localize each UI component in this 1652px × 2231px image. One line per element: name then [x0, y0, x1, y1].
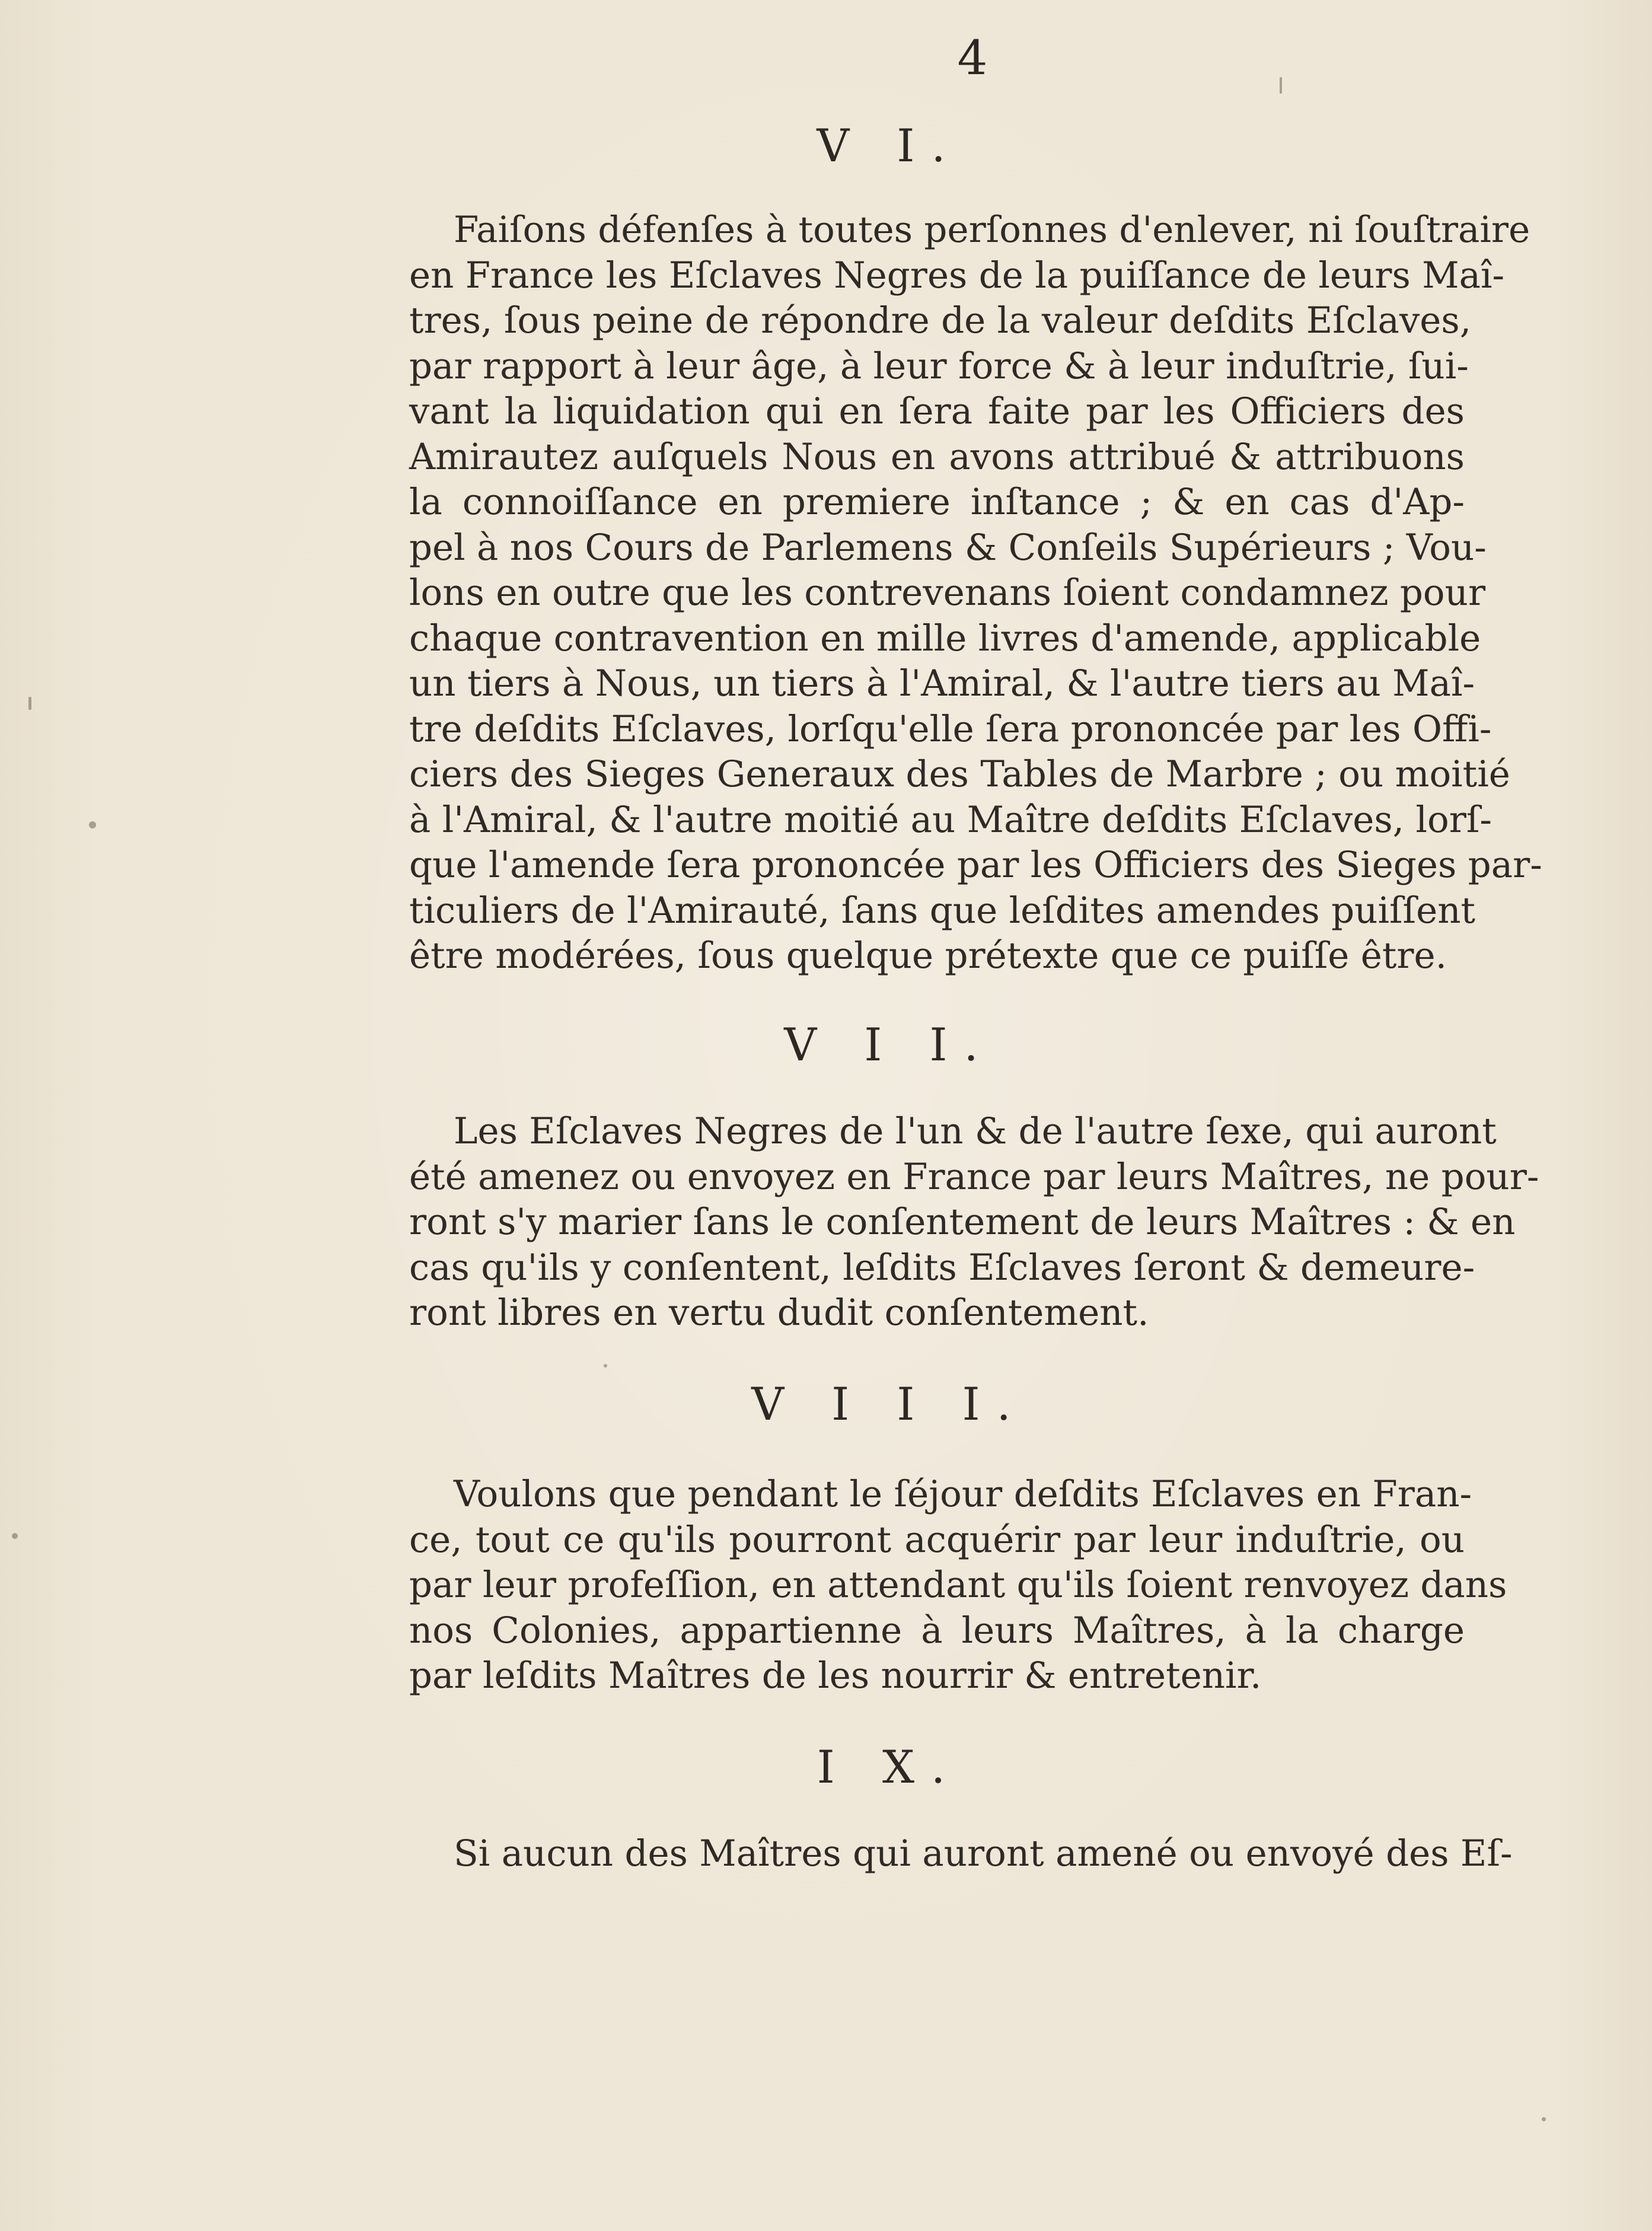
article-ix-paragraph — [409, 1831, 1513, 1877]
text-line: en France les Eſclaves Negres de la puiſſance de leurs Maî- — [409, 254, 1505, 297]
text-line: vant la liquidation qui en ſera faite par les Officiers des — [409, 390, 1465, 432]
article-heading-vi: V I. — [817, 119, 962, 172]
article-vi-paragraph — [409, 208, 1542, 979]
text-line: tre deſdits Eſclaves, lorſqu'elle ſera prononcée par les Offi- — [409, 707, 1492, 750]
page-number: 4 — [957, 30, 988, 85]
text-line: ticuliers de l'Amirauté, ſans que leſdites amendes puiſſent — [409, 889, 1476, 932]
text-line: Si aucun des Maîtres qui auront amené ou envoyé des Eſ- — [454, 1832, 1513, 1875]
paper-speck — [1280, 77, 1282, 94]
text-line: nos Colonies, appartienne à leurs Maîtres, à la charge — [409, 1609, 1465, 1652]
text-line: que l'amende ſera prononcée par les Officiers des Sieges par- — [409, 844, 1542, 886]
text-line: Voulons que pendant le ſéjour deſdits Eſclaves en Fran- — [454, 1473, 1472, 1515]
text-line: ciers des Sieges Generaux des Tables de Marbre ; ou moitié — [409, 753, 1510, 795]
text-line: Les Eſclaves Negres de l'un & de l'autre ſexe, qui auront — [454, 1110, 1497, 1152]
paper-speck — [604, 1364, 607, 1368]
text-line: Faiſons défenſes à toutes perſonnes d'enlever, ni ſouſtraire — [454, 209, 1530, 251]
text-line: la connoiſſance en premiere inſtance ; & en cas d'Ap- — [409, 481, 1465, 523]
paper-speck — [89, 821, 96, 828]
text-line: cas qu'ils y conſentent, leſdits Eſclaves ſeront & demeure- — [409, 1246, 1475, 1289]
paper-speck — [12, 1533, 18, 1539]
article-heading-viii: V I I I. — [751, 1378, 1028, 1430]
article-viii-paragraph — [409, 1472, 1507, 1699]
article-heading-vii: V I I. — [784, 1018, 995, 1071]
article-vi-text — [409, 208, 1542, 979]
text-line: été amenez ou envoyez en France par leurs Maîtres, ne pour- — [409, 1155, 1539, 1198]
article-heading-ix: I X. — [817, 1741, 962, 1793]
text-line: Amirautez auſquels Nous en avons attribué & attribuons — [409, 435, 1465, 478]
paper-speck — [1542, 2117, 1546, 2121]
article-vii-paragraph — [409, 1109, 1539, 1336]
text-line: ront libres en vertu dudit conſentement. — [409, 1292, 1149, 1334]
text-line: ce, tout ce qu'ils pourront acquérir par leur induſtrie, ou — [409, 1518, 1465, 1561]
paper-speck — [28, 697, 31, 710]
text-line: par leſdits Maîtres de les nourrir & entretenir. — [409, 1655, 1262, 1697]
text-line: pel à nos Cours de Parlemens & Conſeils Supérieurs ; Vou- — [409, 526, 1487, 569]
text-line: chaque contravention en mille livres d'amende, applicable — [409, 617, 1481, 659]
text-line: par leur profeſſion, en attendant qu'ils ſoient renvoyez dans — [409, 1564, 1507, 1606]
text-line: à l'Amiral, & l'autre moitié au Maître deſdits Eſclaves, lorſ- — [409, 798, 1492, 841]
text-line: ront s'y marier ſans le conſentement de leurs Maîtres : & en — [409, 1201, 1516, 1243]
article-vii-text — [409, 1109, 1539, 1336]
text-line: tres, ſous peine de répondre de la valeur deſdits Eſclaves, — [409, 299, 1472, 342]
text-line: lons en outre que les contrevenans ſoient condamnez pour — [409, 572, 1486, 614]
text-line: par rapport à leur âge, à leur force & à leur induſtrie, ſui- — [409, 345, 1469, 387]
text-line: être modérées, ſous quelque prétexte que ce puiſſe être. — [409, 935, 1447, 977]
text-line: un tiers à Nous, un tiers à l'Amiral, & l'autre tiers au Maî- — [409, 662, 1475, 705]
article-viii-text — [409, 1472, 1507, 1699]
article-ix-text — [409, 1831, 1513, 1877]
